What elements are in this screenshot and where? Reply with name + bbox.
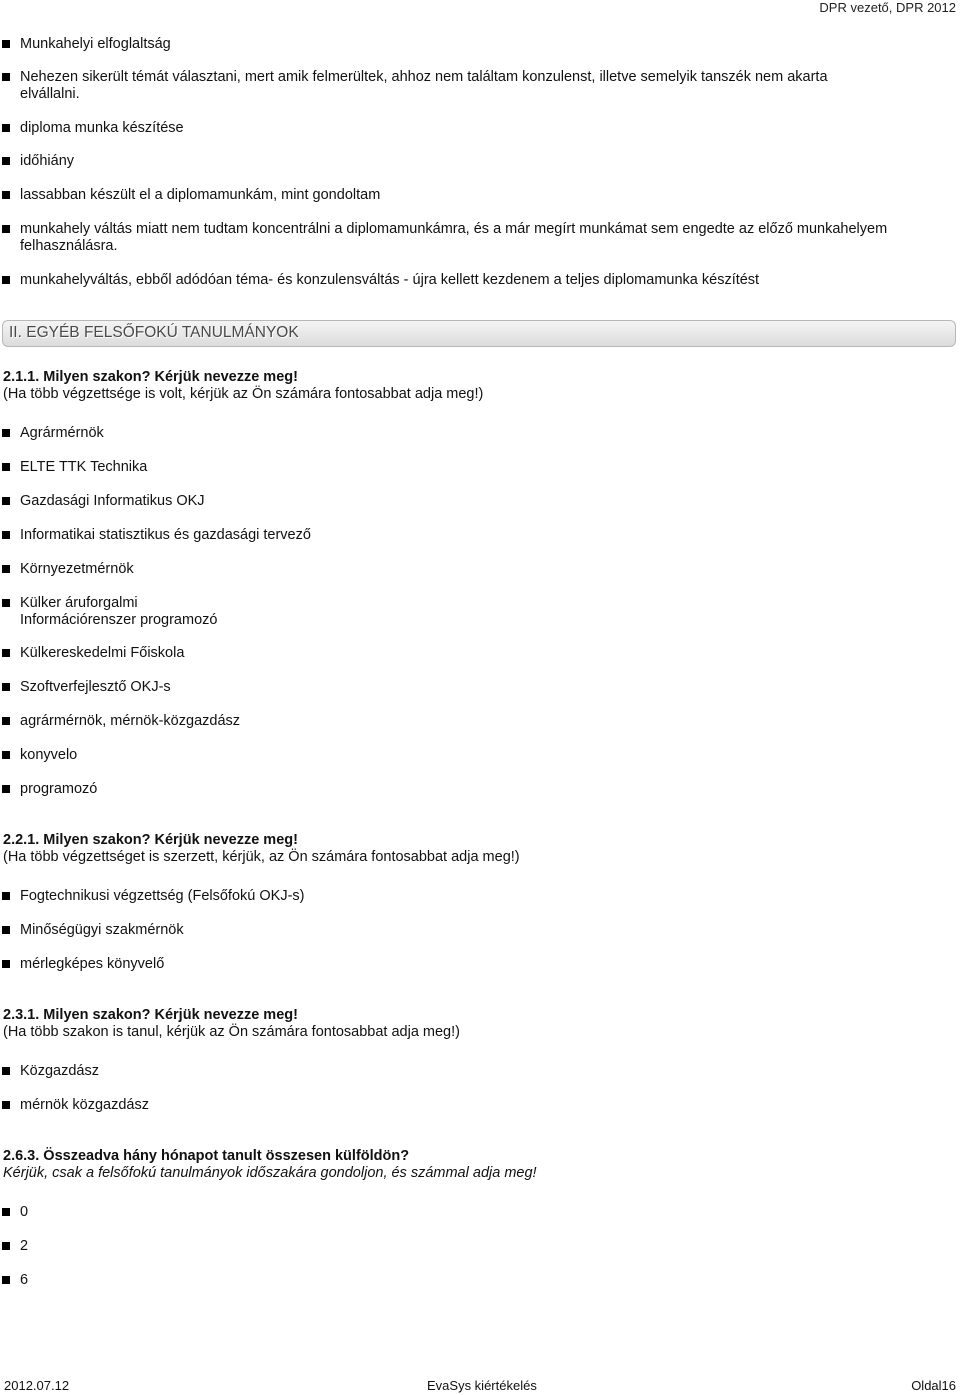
square-bullet-icon <box>2 40 10 48</box>
square-bullet-icon <box>2 157 10 165</box>
square-bullet-icon <box>2 751 10 759</box>
square-bullet-icon <box>2 1242 10 1250</box>
list-item: időhiány <box>2 153 890 170</box>
square-bullet-icon <box>2 565 10 573</box>
square-bullet-icon <box>2 463 10 471</box>
list-item: diploma munka készítése <box>2 120 890 137</box>
square-bullet-icon <box>2 785 10 793</box>
list-item: lassabban készült el a diplomamunkám, mint gondoltam <box>2 187 890 204</box>
list-item: munkahelyváltás, ebből adódóan téma- és konzulensváltás - újra kellett kezdenem a teljes diplomamunka készítést <box>2 272 890 289</box>
question-block <box>3 1148 537 1182</box>
list-item: Munkahelyi elfoglaltság <box>2 36 890 53</box>
list-item: Agrármérnök <box>2 425 890 442</box>
question-block <box>3 832 520 866</box>
square-bullet-icon <box>2 73 10 81</box>
footer-page-number: Oldal16 <box>911 1378 956 1393</box>
question-subtitle: (Ha több szakon is tanul, kérjük az Ön számára fontosabbat adja meg!) <box>3 1024 460 1040</box>
question-title: 2.1.1. Milyen szakon? Kérjük nevezze meg! <box>3 369 298 385</box>
list-item: Közgazdász <box>2 1063 890 1080</box>
list-item: Nehezen sikerült témát választani, mert amik felmerültek, ahhoz nem találtam konzulenst, illetve semelyik tanszék nem akarta elvállalni. <box>2 69 890 103</box>
list-item: Minőségügyi szakmérnök <box>2 922 890 939</box>
square-bullet-icon <box>2 599 10 607</box>
square-bullet-icon <box>2 717 10 725</box>
list-item: mérnök közgazdász <box>2 1097 890 1114</box>
square-bullet-icon <box>2 1208 10 1216</box>
footer-title: EvaSys kiértékelés <box>427 1378 537 1393</box>
square-bullet-icon <box>2 124 10 132</box>
list-item: konyvelo <box>2 747 890 764</box>
list-item: 0 <box>2 1204 890 1221</box>
question-block <box>3 1007 460 1041</box>
square-bullet-icon <box>2 429 10 437</box>
list-item: munkahely váltás miatt nem tudtam koncentrálni a diplomamunkámra, és a már megírt munkámat sem engedte az előző munkahelyem felhasználásra. <box>2 221 890 255</box>
list-item: Külker áruforgalmi Információrenszer programozó <box>2 595 890 629</box>
square-bullet-icon <box>2 191 10 199</box>
question-subtitle: (Ha több végzettsége is volt, kérjük az Ön számára fontosabbat adja meg!) <box>3 386 484 402</box>
square-bullet-icon <box>2 892 10 900</box>
square-bullet-icon <box>2 1067 10 1075</box>
question-subtitle: (Ha több végzettséget is szerzett, kérjük, az Ön számára fontosabbat adja meg!) <box>3 849 520 865</box>
list-item: 6 <box>2 1272 890 1289</box>
question-title: 2.2.1. Milyen szakon? Kérjük nevezze meg! <box>3 832 298 848</box>
square-bullet-icon <box>2 531 10 539</box>
list-item: Gazdasági Informatikus OKJ <box>2 493 890 510</box>
question-title: 2.3.1. Milyen szakon? Kérjük nevezze meg! <box>3 1007 298 1023</box>
list-item: programozó <box>2 781 890 798</box>
list-item: ELTE TTK Technika <box>2 459 890 476</box>
square-bullet-icon <box>2 225 10 233</box>
list-item: agrármérnök, mérnök-közgazdász <box>2 713 890 730</box>
square-bullet-icon <box>2 276 10 284</box>
list-item: Külkereskedelmi Főiskola <box>2 645 890 662</box>
square-bullet-icon <box>2 926 10 934</box>
section-header <box>2 320 956 347</box>
square-bullet-icon <box>2 683 10 691</box>
square-bullet-icon <box>2 649 10 657</box>
list-item: Fogtechnikusi végzettség (Felsőfokú OKJ-s) <box>2 888 890 905</box>
square-bullet-icon <box>2 497 10 505</box>
list-item: Informatikai statisztikus és gazdasági tervező <box>2 527 890 544</box>
list-item: mérlegképes könyvelő <box>2 956 890 973</box>
list-item: 2 <box>2 1238 890 1255</box>
question-subtitle: Kérjük, csak a felsőfokú tanulmányok időszakára gondoljon, és számmal adja meg! <box>3 1165 537 1181</box>
question-block <box>3 369 483 403</box>
page-header: DPR vezető, DPR 2012 <box>819 0 956 15</box>
question-title: 2.6.3. Összeadva hány hónapot tanult összesen külföldön? <box>3 1148 410 1164</box>
section-title: II. EGYÉB FELSŐFOKÚ TANULMÁNYOK <box>9 324 299 341</box>
square-bullet-icon <box>2 1276 10 1284</box>
square-bullet-icon <box>2 960 10 968</box>
list-item: Szoftverfejlesztő OKJ-s <box>2 679 890 696</box>
list-item: Környezetmérnök <box>2 561 890 578</box>
square-bullet-icon <box>2 1101 10 1109</box>
footer-date: 2012.07.12 <box>4 1378 70 1393</box>
